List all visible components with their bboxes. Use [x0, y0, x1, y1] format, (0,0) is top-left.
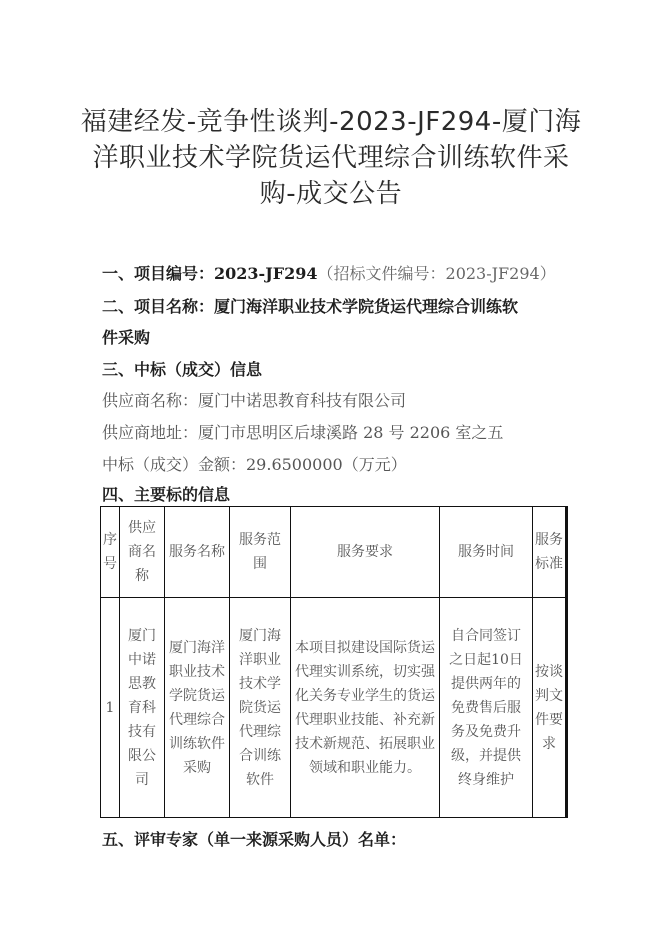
- table-row: [101, 598, 567, 818]
- header-supplier: 供应商名称: [120, 507, 165, 598]
- table-header-row: [101, 507, 567, 598]
- cell-service-standard: 按谈判文件要求: [533, 598, 567, 818]
- cell-index: 1: [101, 598, 120, 818]
- title-line-3: 购-成交公告: [259, 179, 403, 209]
- project-number-label: 一、项目编号：: [102, 264, 215, 283]
- supplier-name: 供应商名称：厦门中诺思教育科技有限公司: [102, 391, 407, 410]
- cell-service-requirement: 本项目拟建设国际货运代理实训系统，切实强化关务专业学生的货运代理职业技能、补充新技术新规范、拓展职业领域和职业能力。: [291, 598, 440, 818]
- cell-service-scope: 厦门海洋职业技术学院货运代理综合训练软件: [230, 598, 291, 818]
- cell-service-name: 厦门海洋职业技术学院货运代理综合训练软件采购: [165, 598, 230, 818]
- document-title: [80, 104, 582, 212]
- subject-info-table: [100, 506, 568, 818]
- header-service-time: 服务时间: [440, 507, 533, 598]
- award-amount: 中标（成交）金额：29.6500000（万元）: [102, 455, 407, 474]
- header-index: 序号: [101, 507, 120, 598]
- section-subject-heading: 四、主要标的信息: [102, 485, 231, 504]
- section-project-name: [102, 297, 518, 317]
- header-service-standard: 服务标准: [533, 507, 567, 598]
- cell-supplier: 厦门中诺思教育科技有限公司: [120, 598, 165, 818]
- header-service-scope: 服务范围: [230, 507, 291, 598]
- project-number-value: 2023-JF294: [214, 264, 318, 283]
- header-service-name: 服务名称: [165, 507, 230, 598]
- project-name-value-line1: 厦门海洋职业技术学院货运代理综合训练软: [214, 297, 519, 316]
- section-award-heading: 三、中标（成交）信息: [102, 360, 263, 379]
- title-line-1: 福建经发-竞争性谈判-2023-JF294-厦门海: [80, 107, 582, 137]
- section-project-number: [102, 264, 556, 284]
- project-name-value-line2: 件采购: [102, 328, 151, 347]
- header-service-requirement: 服务要求: [291, 507, 440, 598]
- cell-service-time: 自合同签订之日起10日提供两年的免费售后服务及免费升级，并提供终身维护: [440, 598, 533, 818]
- tender-file-number: （招标文件编号：2023-JF294）: [317, 264, 556, 283]
- project-name-label: 二、项目名称：: [102, 297, 215, 316]
- section-experts-heading: 五、评审专家（单一来源采购人员）名单：: [102, 830, 407, 849]
- title-line-2: 洋职业技术学院货运代理综合训练软件采: [92, 143, 570, 173]
- supplier-address: 供应商地址：厦门市思明区后埭溪路 28 号 2206 室之五: [102, 423, 504, 442]
